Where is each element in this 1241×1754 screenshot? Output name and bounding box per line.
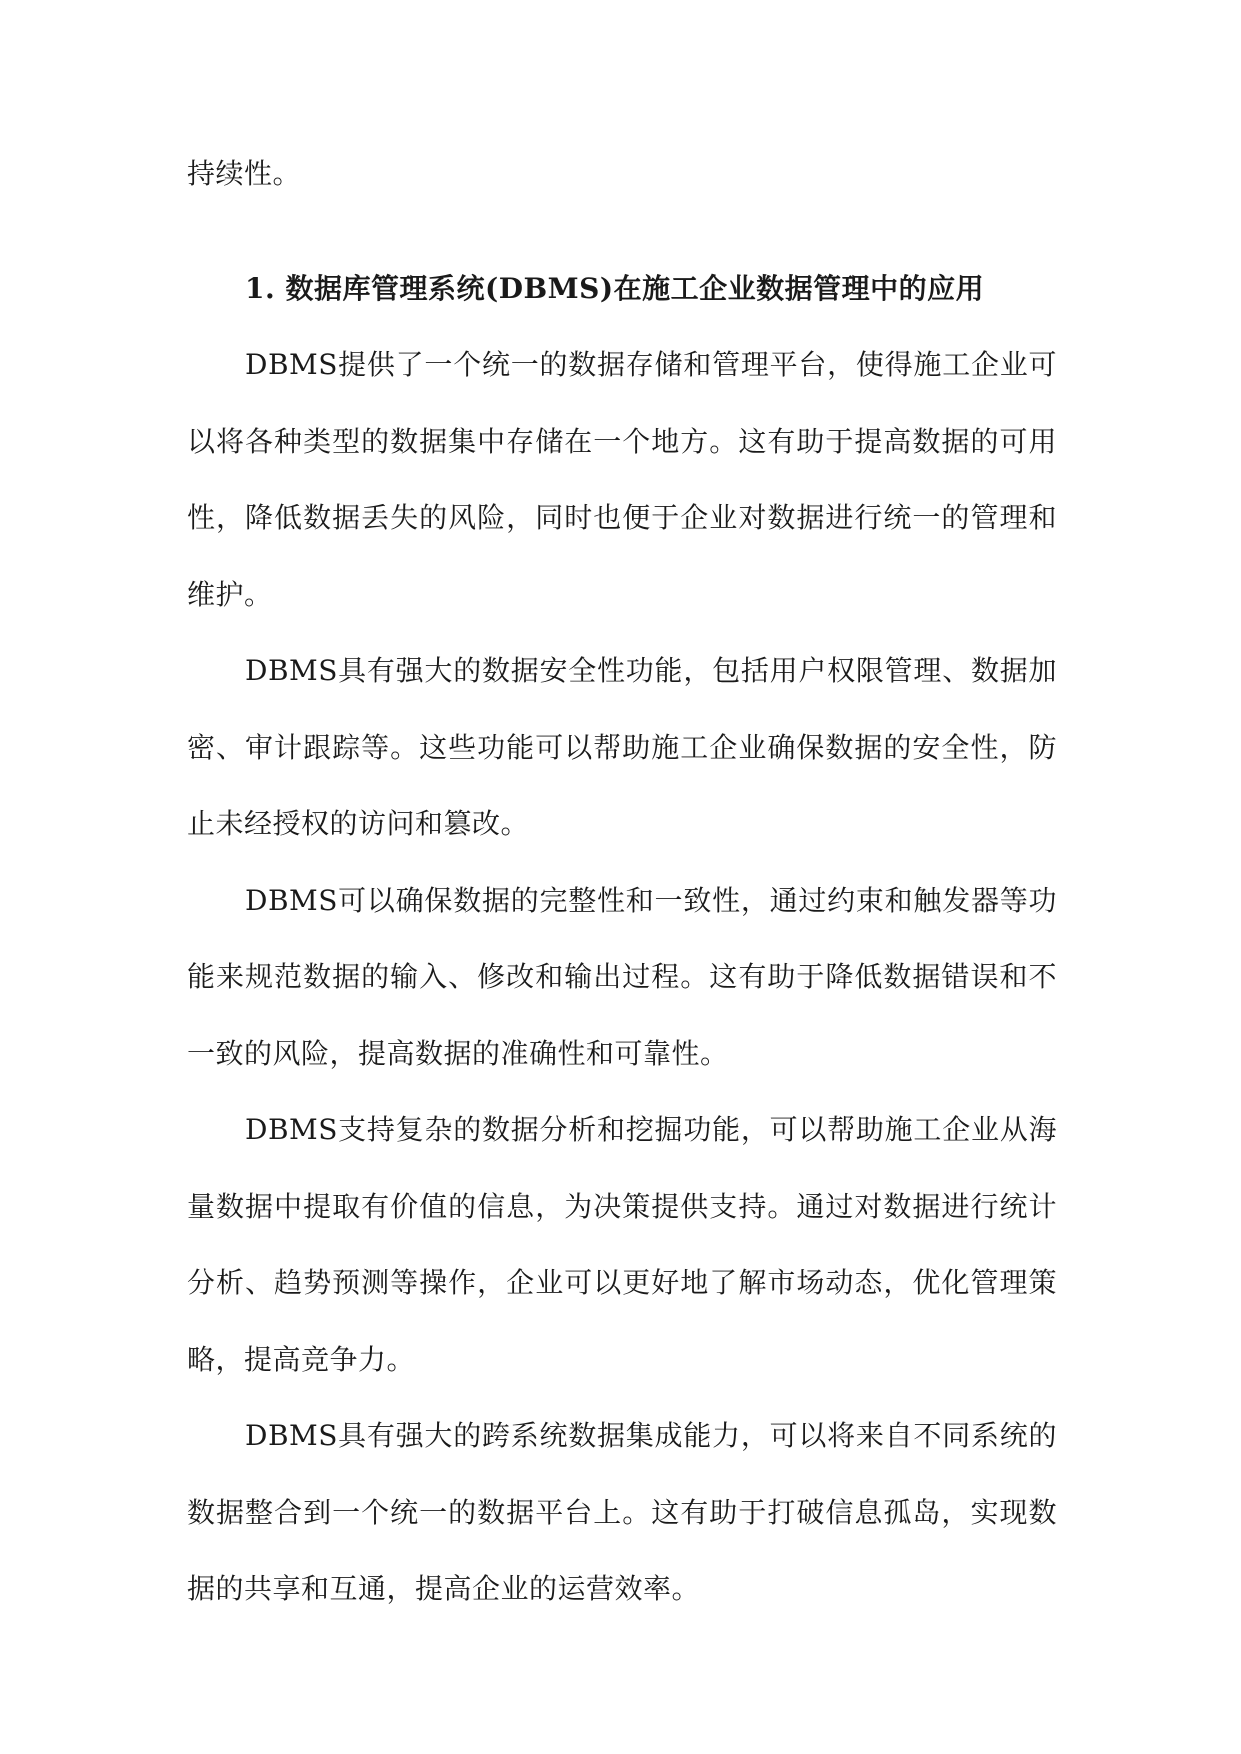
- paragraph-4: DBMS支持复杂的数据分析和挖掘功能，可以帮助施工企业从海量数据中提取有价值的信息，为决策提供支持。通过对数据进行统计分析、趋势预测等操作，企业可以更好地了解市场动态，优化管理策略，提高竞争力。: [187, 1113, 1057, 1376]
- paragraph-2: DBMS具有强大的数据安全性功能，包括用户权限管理、数据加密、审计跟踪等。这些功能可以帮助施工企业确保数据的安全性，防止未经授权的访问和篡改。: [187, 654, 1057, 840]
- paragraph-1: DBMS提供了一个统一的数据存储和管理平台，使得施工企业可以将各种类型的数据集中存储在一个地方。这有助于提高数据的可用性，降低数据丢失的风险，同时也便于企业对数据进行统一的管理和维护。: [187, 348, 1057, 611]
- continuation-text: 持续性。: [187, 157, 302, 190]
- paragraph-3: DBMS可以确保数据的完整性和一致性，通过约束和触发器等功能来规范数据的输入、修改和输出过程。这有助于降低数据错误和不一致的风险，提高数据的准确性和可靠性。: [187, 883, 1057, 1070]
- document-body: [187, 136, 1057, 1628]
- paragraph-5: DBMS具有强大的跨系统数据集成能力，可以将来自不同系统的数据整合到一个统一的数据平台上。这有助于打破信息孤岛，实现数据的共享和互通，提高企业的运营效率。: [187, 1419, 1057, 1605]
- section-heading: 1. 数据库管理系统(DBMS)在施工企业数据管理中的应用: [245, 271, 985, 305]
